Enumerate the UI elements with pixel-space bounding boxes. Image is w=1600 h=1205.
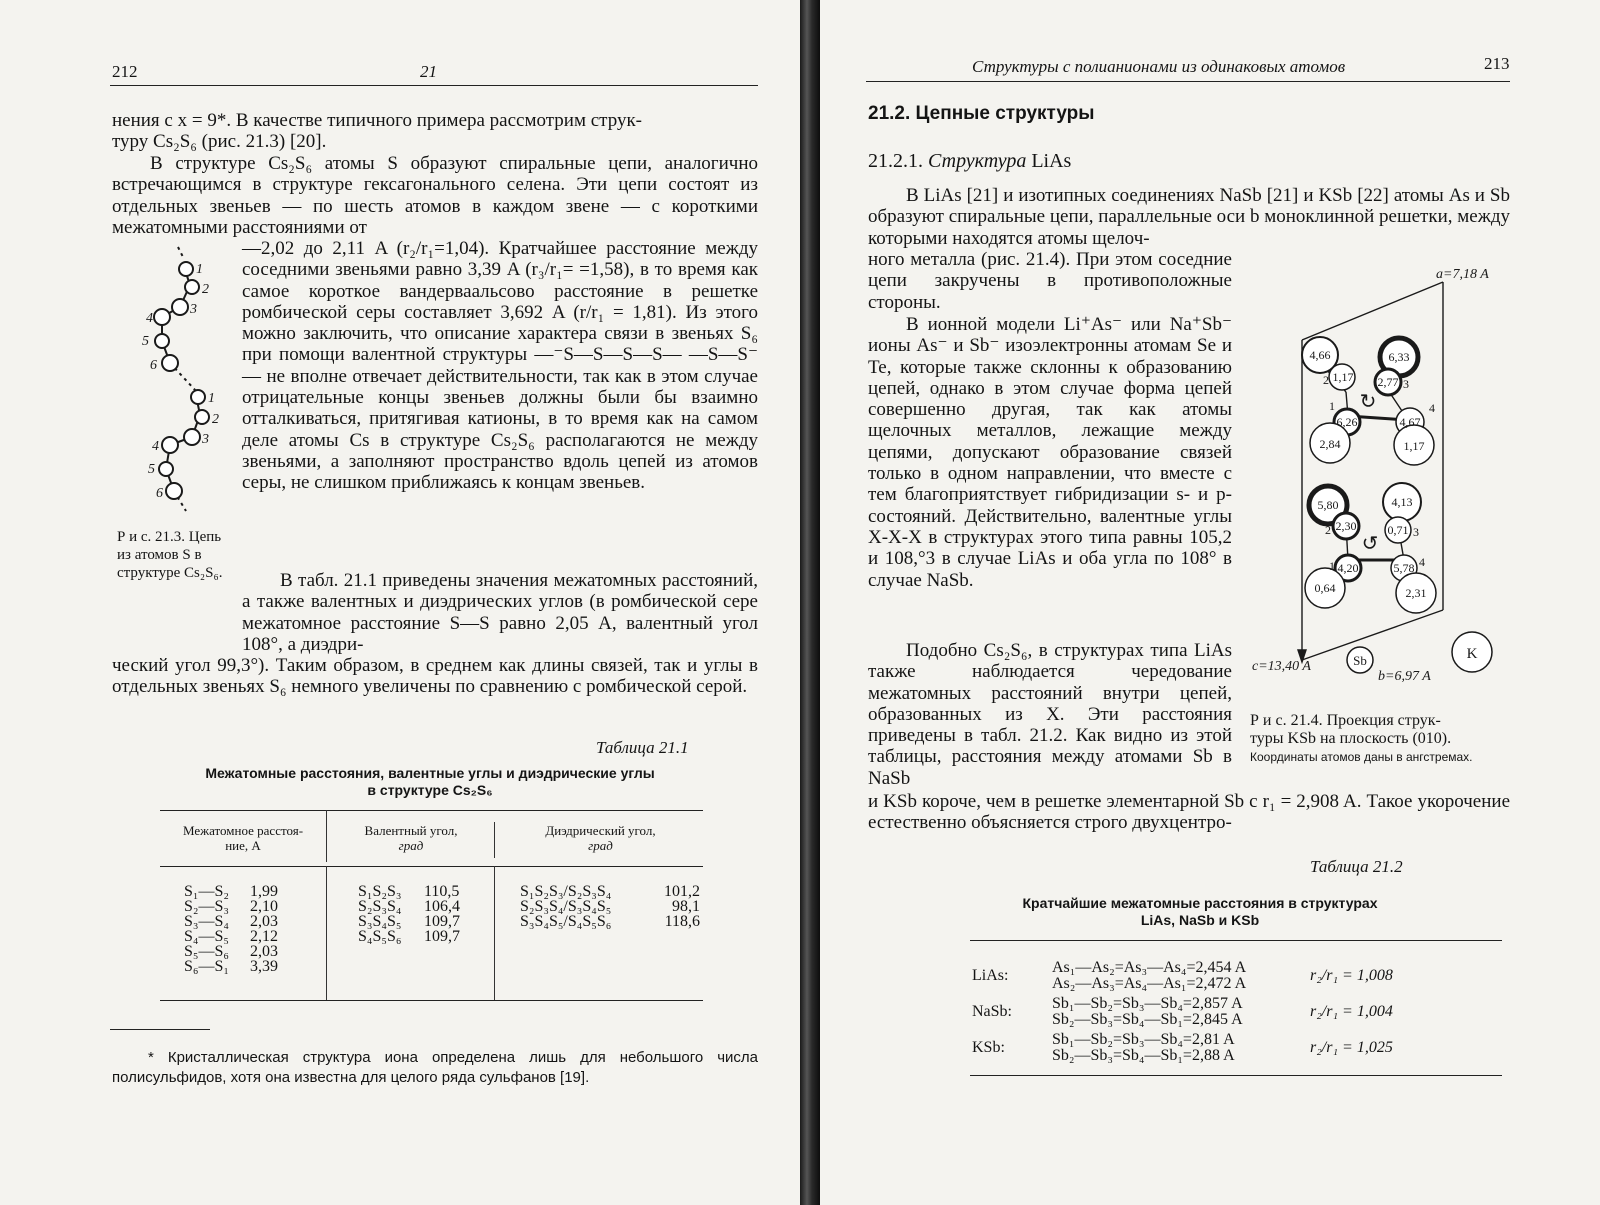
table-col-divider bbox=[326, 810, 327, 862]
atom-number: 1 bbox=[1329, 399, 1335, 413]
table-body bbox=[972, 958, 1502, 1066]
dihedral-angle-value: 118,6 bbox=[664, 913, 700, 930]
intro-line: туру Cs₂S₆ (рис. 21.3) [20]. bbox=[112, 131, 327, 153]
table-label: Таблица 21.1 bbox=[596, 738, 689, 757]
table-col-divider bbox=[494, 866, 495, 1000]
atom-number: 3 bbox=[1403, 377, 1409, 391]
legend-label: K bbox=[1466, 646, 1478, 662]
distance-line: Sb₂—Sb₃=Sb₄—Sb₁=2,88 A bbox=[1052, 1047, 1235, 1064]
compound-name: KSb: bbox=[972, 1039, 1005, 1056]
ksb-projection-figure bbox=[1248, 260, 1510, 690]
distance-lines bbox=[1052, 996, 1310, 1028]
paragraph: и KSb короче, чем в решетке элементарной Sb с r₁ = 2,908 A. Такое укорочение естественно объясняется строго двухцентро- bbox=[868, 791, 1510, 834]
table-top-rule bbox=[160, 810, 703, 811]
page-number: 213 bbox=[1484, 54, 1510, 73]
valence-angle-value: 109,7 bbox=[424, 913, 460, 930]
valence-angle-label: S₂S₃S₄ bbox=[358, 898, 402, 915]
paragraph-wrapped: В ионной модели Li⁺As⁻ или Na⁺Sb⁻ ионы As⁻ и Sb⁻ изоэлектронны атомам Se и Te, которые также склонны к образованию цепей, однако в этом случае форма цепей совершенно другая, так как атомы щелочных металлов, лежащие между цепями, допускают образование связей только в одном направлении, что вместе с тем благоприятствует гибридизации s- и p-состояний. Действительно, валентные углы X-X-X в структурах этого типа равны 105,2 и 108,°3 в случае LiAs и оба угла по 108° в случае NaSb. bbox=[868, 314, 1232, 591]
table-row bbox=[184, 884, 324, 899]
atom-number: 4 bbox=[146, 311, 153, 326]
column-header-unit: град bbox=[588, 838, 613, 853]
table-row bbox=[184, 899, 324, 914]
compound-name: NaSb: bbox=[972, 1003, 1012, 1020]
dihedral-angle-value: 98,1 bbox=[672, 898, 700, 915]
sulfur-atom bbox=[155, 334, 169, 348]
table-col-divider bbox=[326, 866, 327, 1000]
right-page bbox=[820, 0, 1600, 1205]
distance-label: S₂—S₃ bbox=[184, 898, 229, 915]
axis-label: b=6,97 A bbox=[1378, 669, 1431, 684]
atom-number: 1 bbox=[196, 262, 203, 277]
column-header-text: Валентный угол, bbox=[364, 823, 458, 838]
sulfur-atom bbox=[185, 280, 199, 294]
section-title: 21.2. Цепные структуры bbox=[868, 103, 1095, 124]
table-title-line: в структуре Cs₂S₆ bbox=[367, 782, 493, 798]
column-header-text: Диэдрический угол, bbox=[545, 823, 656, 838]
table-title-line: LiAs, NaSb и KSb bbox=[1140, 912, 1260, 928]
dihedral-angle-label: S₃S₄S₅/S₄S₅S₆ bbox=[520, 913, 612, 930]
distance-line: As₁—As₂=As₃—As₄=2,454 A bbox=[1052, 959, 1247, 976]
table-col-divider bbox=[494, 822, 495, 858]
atom-number: 2 bbox=[1325, 523, 1331, 537]
paragraph-wrapped: В табл. 21.1 приведены значения межатомных расстояний, а также валентных и диэдрических углов (в ромбической сере межатомное расстояние S—S равно 2,05 A, валентный угол 108°, а диэдри- bbox=[242, 570, 758, 655]
coordinate: 4,67 bbox=[1399, 415, 1421, 429]
table-row bbox=[972, 1030, 1502, 1066]
coordinate: 4,13 bbox=[1391, 495, 1413, 509]
distance-label: S₆—S₁ bbox=[184, 958, 229, 975]
valence-column bbox=[358, 884, 488, 944]
distance-value: 2,10 bbox=[250, 898, 278, 915]
paragraph-wrapped: —2,02 до 2,11 A (r₂/r₁=1,04). Кратчайшее расстояние между соседними звеньями равно 3,39 A (r₃/r₁= =1,58), в то время как самое короткое вандерваальсово расстояние в решетке ромбической серы составляет 3,692 A (r/r₁ = 1,81). Из этого можно заключить, что описание характера связи в звеньях S₆ при помощи валентной структуры —⁻S—S—S—S— —S—S⁻— не вполне отвечает действительности, так как в этом случае отрицательные концы звеньев должны были бы взаимно отталкиваться, притягивая катионы, в то время как на самом деле атомы Cs в структуре Cs₂S₆ располагаются не между звеньями, а заполняют пространство вдоль цепей из атомов серы, не слишком приближаясь к концам звеньев. bbox=[242, 238, 758, 494]
paragraph-wrapped: ного металла (рис. 21.4). При этом соседние цепи закручены в противоположные стороны. bbox=[868, 249, 1232, 313]
distance-line: Sb₁—Sb₂=Sb₃—Sb₄=2,81 A bbox=[1052, 1031, 1235, 1048]
atom-number: 6 bbox=[150, 358, 157, 373]
atom-number: 3 bbox=[202, 432, 209, 447]
distance-label: S₃—S₄ bbox=[184, 913, 229, 930]
coordinate: 0,64 bbox=[1314, 581, 1336, 595]
sulfur-atom bbox=[162, 437, 178, 453]
axis-label: a=7,18 A bbox=[1436, 267, 1489, 282]
coordinate: 5,78 bbox=[1393, 561, 1415, 575]
sulfur-chain-figure bbox=[112, 245, 238, 535]
header-rule bbox=[866, 81, 1510, 82]
table-row bbox=[358, 929, 488, 944]
coordinate: 1,17 bbox=[1332, 370, 1354, 384]
subsection-word: Структура bbox=[928, 150, 1027, 172]
coordinate: 2,30 bbox=[1335, 519, 1357, 533]
sulfur-atom bbox=[191, 390, 205, 404]
table-row bbox=[358, 884, 488, 899]
atom-number: 2 bbox=[1323, 373, 1329, 387]
dihedral-angle-label: S₂S₃S₄/S₃S₄S₅ bbox=[520, 898, 612, 915]
coordinate: 4,20 bbox=[1337, 561, 1359, 575]
ratio: r₂/r₁ = 1,008 bbox=[1310, 967, 1393, 984]
paragraph: В структуре Cs₂S₆ атомы S образуют спиральные цепи, аналогично встречающимся в структуре гексагонального селена. Эти цепи состоят из отдельных звеньев — по шесть атомов в каждом звене — с короткими межатомными расстояниями от bbox=[112, 153, 758, 238]
table-row bbox=[358, 899, 488, 914]
ratio: r₂/r₁ = 1,004 bbox=[1310, 1003, 1393, 1020]
header-rule bbox=[110, 85, 758, 86]
rotation-arrow-icon: ↺ bbox=[1361, 533, 1379, 555]
valence-angle-value: 110,5 bbox=[424, 883, 460, 900]
distance-line: As₂—As₃=As₄—As₁=2,472 A bbox=[1052, 975, 1247, 992]
atom-number: 5 bbox=[148, 462, 155, 477]
column-header: Межатомное расстоя- ние, A bbox=[182, 823, 304, 853]
page-number: 212 bbox=[112, 62, 138, 81]
intro-text bbox=[112, 110, 758, 153]
table-row bbox=[184, 959, 324, 974]
distance-line: Sb₂—Sb₃=Sb₄—Sb₁=2,845 A bbox=[1052, 1011, 1243, 1028]
sulfur-atom bbox=[172, 299, 188, 315]
table-row bbox=[972, 994, 1502, 1030]
table-title bbox=[150, 765, 710, 799]
coordinate: 2,84 bbox=[1319, 437, 1341, 451]
distances-column bbox=[184, 884, 324, 974]
book-gutter bbox=[800, 0, 820, 1205]
dihedral-angle-label: S₁S₂S₃/S₂S₃S₄ bbox=[520, 883, 612, 900]
coordinate: 6,26 bbox=[1336, 415, 1358, 429]
axis-label: c=13,40 A bbox=[1252, 659, 1311, 674]
caption-line: Р и с. 21.4. Проекция струк- bbox=[1250, 712, 1441, 729]
coordinate: 4,66 bbox=[1309, 348, 1331, 362]
distance-value: 1,99 bbox=[250, 883, 278, 900]
ratio: r₂/r₁ = 1,025 bbox=[1310, 1039, 1393, 1056]
sulfur-atom bbox=[179, 262, 193, 276]
distance-label: S₅—S₆ bbox=[184, 943, 229, 960]
table-title bbox=[970, 895, 1430, 929]
table-top-rule bbox=[970, 940, 1502, 941]
legend-label: Sb bbox=[1353, 653, 1367, 668]
footnote: * Кристаллическая структура иона определена лишь для небольшого числа полисульфидов, хотя она известна для целого ряда сульфанов [19]. bbox=[112, 1049, 758, 1086]
atom-number: 5 bbox=[142, 334, 149, 349]
rotation-arrow-icon: ↻ bbox=[1359, 391, 1377, 413]
footnote-rule bbox=[110, 1029, 210, 1030]
dihedral-column bbox=[520, 884, 700, 929]
sulfur-atom bbox=[159, 462, 173, 476]
distance-lines bbox=[1052, 1032, 1310, 1064]
table-label: Таблица 21.2 bbox=[1310, 857, 1403, 876]
table-title-line: Кратчайшие межатомные расстояния в структурах bbox=[1022, 895, 1378, 911]
subsection-number: 21.2.1. bbox=[868, 150, 923, 172]
dihedral-angle-value: 101,2 bbox=[664, 883, 700, 900]
table-bottom-rule bbox=[160, 1000, 703, 1001]
table-row bbox=[358, 914, 488, 929]
paragraph-wrapped: Подобно Cs₂S₆, в структурах типа LiAs также наблюдается чередование межатомных расстояний внутри цепей, образованных из X. Эти расстояния приведены в табл. 21.2. Как видно из этой таблицы, расстояния между атомами Sb в NaSb bbox=[868, 640, 1232, 789]
valence-angle-label: S₃S₄S₅ bbox=[358, 913, 402, 930]
distance-value: 2,03 bbox=[250, 943, 278, 960]
paragraph: В LiAs [21] и изотипных соединениях NaSb [21] и KSb [22] атомы As и Sb образуют спиральные цепи, параллельные оси b моноклинной решетки, между которыми находятся атомы щелоч- bbox=[868, 185, 1510, 249]
sulfur-atom bbox=[166, 483, 182, 499]
atom-number: 3 bbox=[1413, 525, 1419, 539]
coordinate: 1,17 bbox=[1403, 439, 1425, 453]
table-row bbox=[184, 944, 324, 959]
caption-note: Координаты атомов даны в ангстремах. bbox=[1250, 750, 1473, 764]
table-row bbox=[184, 929, 324, 944]
distance-value: 2,03 bbox=[250, 913, 278, 930]
atom-number: 1 bbox=[208, 391, 215, 406]
coordinate: 0,71 bbox=[1387, 523, 1409, 537]
distance-lines bbox=[1052, 960, 1310, 992]
coordinate: 2,77 bbox=[1377, 375, 1399, 389]
table-bottom-rule bbox=[970, 1075, 1502, 1076]
table-header-rule bbox=[160, 866, 703, 867]
valence-angle-label: S₄S₅S₆ bbox=[358, 928, 402, 945]
distance-label: S₁—S₂ bbox=[184, 883, 229, 900]
atom-number: 4 bbox=[1419, 555, 1425, 569]
chapter-number: 21 bbox=[420, 62, 437, 81]
distance-value: 3,39 bbox=[250, 958, 278, 975]
atom-number: 4 bbox=[1429, 401, 1435, 415]
sulfur-atom bbox=[154, 309, 170, 325]
sulfur-atom bbox=[184, 429, 200, 445]
atom-number: 3 bbox=[190, 302, 197, 317]
atom-number: 1 bbox=[1329, 559, 1335, 573]
distance-label: S₄—S₅ bbox=[184, 928, 229, 945]
sulfur-atom bbox=[195, 410, 209, 424]
column-header bbox=[330, 823, 492, 853]
atom-number: 2 bbox=[202, 282, 209, 297]
intro-line: нения с x = 9*. В качестве типичного примера рассмотрим струк- bbox=[112, 110, 643, 131]
caption-line: туры KSb на плоскость (010). bbox=[1250, 730, 1452, 747]
atom-number: 4 bbox=[152, 439, 159, 454]
table-row bbox=[520, 899, 700, 914]
figure-caption: Р и с. 21.3. Цепь из атомов S в структуре Cs₂S₆. bbox=[117, 529, 223, 581]
long-contact bbox=[178, 247, 184, 259]
column-header bbox=[498, 823, 703, 853]
table-row bbox=[184, 914, 324, 929]
distance-value: 2,12 bbox=[250, 928, 278, 945]
valence-angle-value: 106,4 bbox=[424, 898, 460, 915]
atom-number: 6 bbox=[156, 486, 163, 501]
figure-caption bbox=[1250, 712, 1512, 764]
valence-angle-label: S₁S₂S₃ bbox=[358, 883, 402, 900]
cell-edge-bottom bbox=[1302, 610, 1443, 660]
coordinate: 5,80 bbox=[1317, 498, 1339, 512]
distance-line: Sb₁—Sb₂=Sb₃—Sb₄=2,857 A bbox=[1052, 995, 1243, 1012]
table-title-line: Межатомные расстояния, валентные углы и диэдрические углы bbox=[205, 765, 655, 781]
table-row bbox=[520, 914, 700, 929]
subsection-name: LiAs bbox=[1031, 150, 1072, 172]
atom-number: 2 bbox=[212, 412, 219, 427]
cell-edge-top bbox=[1302, 282, 1443, 340]
compound-name: LiAs: bbox=[972, 967, 1009, 984]
subsection-title bbox=[868, 150, 1071, 173]
table-row bbox=[972, 958, 1502, 994]
valence-angle-value: 109,7 bbox=[424, 928, 460, 945]
coordinate: 6,33 bbox=[1388, 350, 1410, 364]
coordinate: 2,31 bbox=[1405, 586, 1427, 600]
paragraph: ческий угол 99,3°). Таким образом, в среднем как длины связей, так и углы в отдельных звеньях S₆ немного увеличены по сравнению с ромбической серой. bbox=[112, 655, 758, 698]
table-row bbox=[520, 884, 700, 899]
running-head: Структуры с полианионами из одинаковых атомов bbox=[972, 57, 1346, 76]
sulfur-atom bbox=[162, 355, 178, 371]
column-header-unit: град bbox=[398, 838, 424, 853]
